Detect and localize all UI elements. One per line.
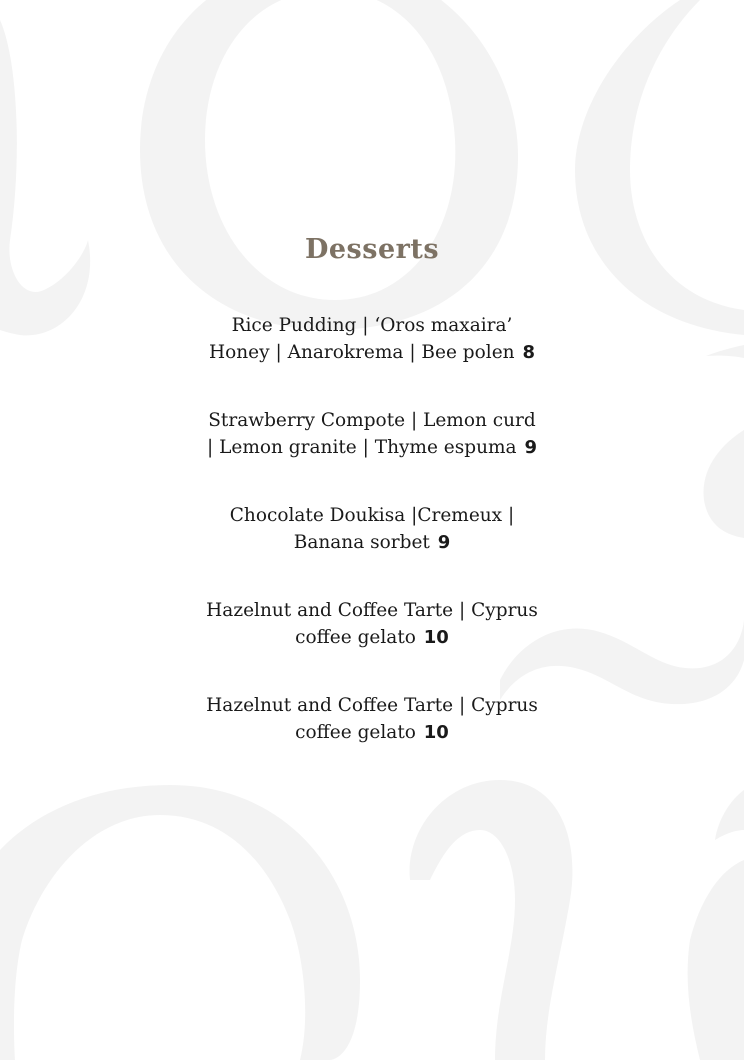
menu-item-line-1: Hazelnut and Coffee Tarte | Cyprus [206,600,538,621]
menu-item-description: Banana sorbet [293,532,430,553]
menu-item-line-1: Rice Pudding | ‘Oros maxaira’ [231,315,513,336]
menu-item-line-2 [150,624,594,651]
menu-item-price: 8 [522,342,535,363]
menu-item [150,692,594,746]
menu-item-line-2 [150,719,594,746]
menu-item-description: coffee gelato [295,722,416,743]
menu-item [150,597,594,651]
menu-item-price: 10 [423,722,449,743]
menu-item [150,502,594,556]
menu-item-line-2 [150,529,594,556]
menu-item [150,312,594,366]
menu-item-line-1: Chocolate Doukisa |Cremeux | [229,505,515,526]
menu-item-line-1: Strawberry Compote | Lemon curd [208,410,536,431]
menu-item-price: 9 [524,437,538,458]
menu-item [150,407,594,461]
menu-item-price: 10 [423,627,449,648]
menu-title: Desserts [304,234,440,265]
menu-item-description: Honey | Anarokrema | Bee polen [209,342,515,363]
menu-item-description: | Lemon granite | Thyme espuma [206,437,517,458]
menu-item-description: coffee gelato [295,627,416,648]
menu-item-line-2 [150,434,594,461]
menu-item-price: 9 [437,532,451,553]
menu-item-line-2 [150,339,594,366]
menu-item-line-1: Hazelnut and Coffee Tarte | Cyprus [206,695,538,716]
